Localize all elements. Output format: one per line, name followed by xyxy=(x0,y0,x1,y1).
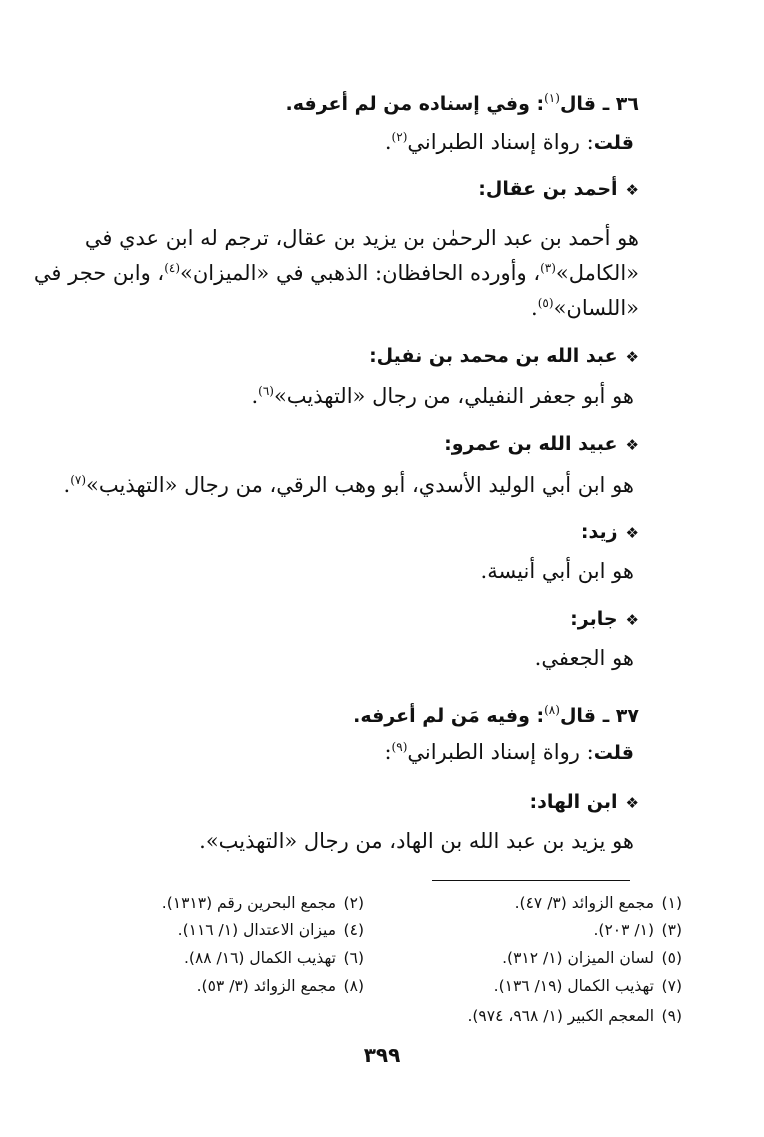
footnote-2: (٢)مجمع البحرين رقم (١٣١٣). xyxy=(161,894,364,912)
narrator-name: جابر: xyxy=(570,608,618,630)
narrator-name: أحمد بن عقال: xyxy=(478,178,618,200)
entry-text: : وفي إسناده من لم أعرفه. xyxy=(285,93,545,115)
footnote-ref[interactable]: (٣) xyxy=(540,261,556,275)
entry-37-qult: قلت: رواة إسناد الطبراني$^{(٩)}$: xyxy=(384,740,634,764)
footnote-6: (٦)تهذيب الكمال (١٦/ ٨٨). xyxy=(183,949,364,967)
footnote-7: (٧)تهذيب الكمال (١٩/ ١٣٦). xyxy=(493,977,682,995)
entry-text: : وفيه مَن لم أعرفه. xyxy=(353,705,545,727)
entry-number: ٣٧ ـ xyxy=(602,705,639,727)
footnote-ref[interactable]: (٦) xyxy=(258,384,274,398)
footnote-ref[interactable]: (٢) xyxy=(391,130,408,144)
footnote-5: (٥)لسان الميزان (١/ ٣١٢). xyxy=(502,949,682,967)
entry-37-header xyxy=(353,700,639,731)
bullet-icon: ❖ xyxy=(625,794,639,812)
qult-text: : رواة إسناد الطبراني xyxy=(407,740,594,764)
narrator-text-line: هو ابن أبي الوليد الأسدي، أبو وهب الرقي، من رجال «التهذيب»$^{(٧)}$. xyxy=(63,473,634,497)
narrator-heading xyxy=(478,173,639,205)
narrator-text-line: «الكامل»$^{(٣)}$، وأورده الحافظان: الذهبي في «الميزان»$^{(٤)}$، وابن حجر في xyxy=(33,261,639,285)
narrator-text-line: هو يزيد بن عبد الله بن الهاد، من رجال «التهذيب». xyxy=(199,829,634,853)
entry-number: ٣٦ ـ xyxy=(602,93,639,115)
narrator-heading xyxy=(570,603,639,635)
footnote-1: (١)مجمع الزوائد (٣/ ٤٧). xyxy=(514,894,682,912)
narrator-text-line: هو ابن أبي أنيسة. xyxy=(480,559,634,583)
narrator-heading xyxy=(369,340,639,372)
page-number: ٣٩٩ xyxy=(363,1043,401,1067)
narrator-heading xyxy=(581,516,639,548)
qult-label: قلت xyxy=(593,132,634,154)
qala-label: قال xyxy=(559,705,596,727)
narrator-name: ابن الهاد: xyxy=(529,791,618,813)
narrator-heading xyxy=(530,786,640,818)
footnote-ref[interactable]: (٩) xyxy=(391,740,408,754)
narrator-text-line: هو الجعفي. xyxy=(534,646,634,670)
footnote-ref[interactable]: (٧) xyxy=(70,473,87,487)
qala-label: قال xyxy=(559,93,596,115)
footnote-3: (٣)(١/ ٢٠٣). xyxy=(593,921,682,939)
narrator-heading xyxy=(444,428,639,460)
narrator-text-line: «اللسان»$^{(٥)}$. xyxy=(531,296,639,320)
footnote-8: (٨)مجمع الزوائد (٣/ ٥٣). xyxy=(196,977,364,995)
narrator-text-line: هو أحمد بن عبد الرحمٰن بن يزيد بن عقال، ترجم له ابن عدي في xyxy=(84,226,639,250)
qult-text: : رواة إسناد الطبراني xyxy=(407,130,594,154)
narrator-text-line: هو أبو جعفر النفيلي، من رجال «التهذيب»$^{(٦)}$. xyxy=(251,384,634,408)
bullet-icon: ❖ xyxy=(625,181,639,199)
footnote-ref[interactable]: (٤) xyxy=(164,261,181,275)
footnote-ref[interactable]: (١) xyxy=(544,91,560,105)
bullet-icon: ❖ xyxy=(625,611,639,629)
footnote-4: (٤)ميزان الاعتدال (١/ ١١٦). xyxy=(177,921,364,939)
qult-label: قلت xyxy=(593,742,634,764)
narrator-name: عبيد الله بن عمرو: xyxy=(444,433,618,455)
footnote-ref[interactable]: (٥) xyxy=(537,296,554,310)
bullet-icon: ❖ xyxy=(625,436,639,454)
bullet-icon: ❖ xyxy=(625,348,639,366)
narrator-name: زيد: xyxy=(580,521,618,543)
entry-36-qult: قلت: رواة إسناد الطبراني$^{(٢)}$. xyxy=(384,130,634,154)
narrator-name: عبد الله بن محمد بن نفيل: xyxy=(369,345,618,367)
entry-36-header xyxy=(286,88,639,119)
footnote-separator xyxy=(432,880,630,881)
footnote-ref[interactable]: (٨) xyxy=(544,703,560,717)
footnote-9: (٩)المعجم الكبير (١/ ٩٦٨، ٩٧٤). xyxy=(467,1007,682,1025)
bullet-icon: ❖ xyxy=(625,524,639,542)
